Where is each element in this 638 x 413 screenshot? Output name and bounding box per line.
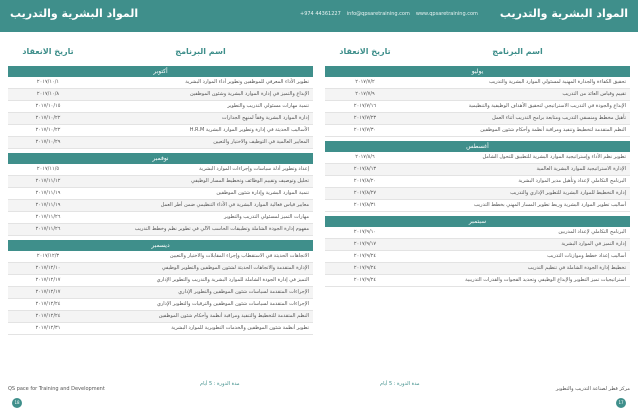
program-title: تحقيق الكفاءة والجدارة المهنية لمسئولي الموارد البشرية والتدريب [488, 79, 626, 85]
program-date: ٢٠١٧/١٢/١٧ [35, 289, 61, 295]
table-row [325, 113, 630, 125]
program-date: ٢٠١٧/١٢/٢٤ [35, 301, 61, 307]
program-title: استراتيجيات تميز التطوير والإبداع الوظيفي وتحديد الفجوات والقدرات التدريبية [465, 277, 626, 283]
page-number-right: 17 [616, 398, 626, 408]
program-date: ٢٠١٧/٩/١٠ [353, 229, 377, 235]
program-title: تقييم وقياس العائد من التدريب [562, 91, 626, 97]
program-date: ٢٠١٧/١٠/٢٢ [35, 115, 61, 121]
month-header: أغسطس [325, 141, 630, 152]
table-row [325, 176, 630, 188]
program-title: المعايير العالمية في التوظيف والاختيار والتعيين [213, 139, 309, 145]
program-date: ٢٠١٧/٨/١٣ [353, 166, 377, 172]
footer-left-text: QS pace for Training and Development [8, 386, 105, 392]
program-date: ٢٠١٧/١٠/١ [36, 79, 60, 85]
program-date: ٢٠١٧/٩/٢٤ [353, 277, 377, 283]
table-row [325, 125, 630, 137]
table-row [8, 323, 313, 335]
program-date: ٢٠١٧/٩/٢٤ [353, 253, 377, 259]
table-row [8, 113, 313, 125]
program-date: ٢٠١٧/٨/٢٠ [353, 178, 377, 184]
duration-right: مدة الدورة : 5 أيام [380, 381, 420, 387]
program-date: ٢٠١٧/٧/٩ [355, 91, 375, 97]
table-row [325, 251, 630, 263]
program-title: الإبداع والتميز في إدارة الموارد البشرية وشئون الموظفين [189, 91, 309, 97]
table-row [8, 77, 313, 89]
table-row [8, 275, 313, 287]
program-title: إدارة الموارد البشرية وفقاً لمنهج الجدارات [221, 115, 309, 121]
program-title: معايير قياس فعالية الموارد البشرية في الأداء التنظيمي ضمن أطر العمل [160, 202, 309, 208]
program-title: البرنامج التكاملي لإعداد وتأهيل مدير الموارد البشرية [518, 178, 626, 184]
table-row [8, 311, 313, 323]
footer-right-text: مركز قطر لصناعة التدريب والتطوير [555, 386, 630, 392]
column-program: اسم البرنامج [492, 47, 543, 56]
program-date: ٢٠١٧/١١/٥ [36, 166, 60, 172]
table-row [8, 224, 313, 236]
program-date: ٢٠١٧/١٢/٢٤ [35, 313, 61, 319]
table-row [325, 188, 630, 200]
table-row [8, 287, 313, 299]
program-title: النظم المتقدمة لتخطيط وتنفيذ ومراقبة أنظمة وأحكام شئون الموظفين [480, 127, 626, 133]
program-title: البرنامج التكاملي لإعداد المدربين [558, 229, 626, 235]
program-title: مفهوم إدارة الجودة الشاملة وتطبيقات الحاسب الآلي في تطوير نظم وخطط التدريب [134, 226, 309, 232]
duration-left: مدة الدورة : 5 أيام [200, 381, 240, 387]
program-date: ٢٠١٧/٨/٢٧ [353, 190, 377, 196]
month-header: يوليو [325, 66, 630, 77]
table-header [8, 42, 313, 62]
program-date: ٢٠١٧/١١/٢٦ [35, 214, 61, 220]
program-title: إدارة التخطيط للموارد البشرية للتطوير الإداري والتدريب [510, 190, 626, 196]
program-date: ٢٠١٧/١٠/٢٢ [35, 127, 61, 133]
table-row [8, 263, 313, 275]
program-title: النظم المتقدمة للتخطيط والتنفيذ ومراقبة أنظمة وأحكام شئون الموظفين [158, 313, 309, 319]
column-program: اسم البرنامج [175, 47, 226, 56]
program-title: الإدارة الاستراتيجية للموارد البشرية العالمية [536, 166, 626, 172]
table-row [325, 164, 630, 176]
table-row [325, 275, 630, 287]
column-date: تاريخ الانعقاد [22, 47, 74, 56]
program-date: ٢٠١٧/٧/٢ [355, 79, 375, 85]
program-date: ٢٠١٧/٧/٢٣ [353, 115, 377, 121]
program-date: ٢٠١٧/١٠/١٥ [35, 103, 61, 109]
program-date: ٢٠١٧/١٢/١٠ [35, 265, 61, 271]
contact-info [300, 11, 478, 17]
program-date: ٢٠١٧/١٠/٨ [36, 91, 60, 97]
table-row [8, 89, 313, 101]
table-row [8, 176, 313, 188]
program-date: ٢٠١٧/٧/١٦ [353, 103, 377, 109]
program-title: تحليل وتوصيف وتقييم الوظائف وتخطيط المسار الوظيفي [191, 178, 309, 184]
header-title-left: المواد البشرية والتدريب [10, 7, 139, 20]
email-text: info@qpsaretraining.com [346, 11, 410, 17]
month-header: أكتوبر [8, 66, 313, 77]
month-header: ديسمبر [8, 240, 313, 251]
program-title: تنمية مهارات مسئولي التدريب والتطوير [227, 103, 309, 109]
program-title: تطوير نظم الأداء وإستراتيجية الموارد البشرية للتطبيق للتحول الشامل [482, 154, 626, 160]
month-header: سبتمبر [325, 216, 630, 227]
column-date: تاريخ الانعقاد [339, 47, 391, 56]
month-header: نوفمبر [8, 153, 313, 164]
table-row [8, 200, 313, 212]
header-title-right: المواد البشرية والتدريب [499, 7, 628, 20]
page-number-left: 18 [12, 398, 22, 408]
program-title: تطوير الأداء المعرفي للموظفين وتطوير أداء الموارد البشرية [185, 79, 309, 85]
program-date: ٢٠١٧/١٢/٣١ [35, 325, 61, 331]
program-date: ٢٠١٧/١١/٢٦ [35, 226, 61, 232]
program-title: الأساليب الحديثة في إدارة وتطوير الموارد البشرية H.R.M [189, 127, 309, 133]
table-row [325, 101, 630, 113]
table-row [325, 200, 630, 212]
program-date: ٢٠١٧/٨/٦ [355, 154, 375, 160]
program-title: الإجراءات المتقدمة لسياسات شئون الموظفين والترقيات والتطوير الإداري [156, 301, 309, 307]
program-date: ٢٠١٧/٩/٢٤ [353, 265, 377, 271]
table-row [8, 125, 313, 137]
schedule-right [325, 66, 630, 287]
table-row [325, 227, 630, 239]
program-title: مهارات التميز لمسئولي التدريب والتطوير [223, 214, 309, 220]
table-row [325, 239, 630, 251]
table-row [8, 101, 313, 113]
table-row [8, 299, 313, 311]
program-date: ٢٠١٧/٩/١٧ [353, 241, 377, 247]
program-title: إدارة التميز في الموارد البشرية [561, 241, 626, 247]
program-date: ٢٠١٧/١٢/٣ [36, 253, 60, 259]
table-row [8, 188, 313, 200]
program-title: تخطيط إدارة الجودة الشاملة في تنظيم التدريب [527, 265, 626, 271]
program-title: إعداد وتطوير أدلة سياسات وإجراءات الموارد البشرية [199, 166, 309, 172]
program-date: ٢٠١٧/١١/١٢ [35, 178, 61, 184]
program-date: ٢٠١٧/١٢/١٧ [35, 277, 61, 283]
program-title: تطوير أنظمة شئون الموظفين والخدمات التطويرية للموارد البشرية [171, 325, 309, 331]
program-title: الإدارة المتقدمة والاتجاهات الحديثة لشئون الموظفين والتطوير الوظيفي [161, 265, 309, 271]
program-title: التميز في إدارة الجودة الشاملة للموارد البشرية والتدريب والتطوير الإداري [156, 277, 309, 283]
table-row [325, 263, 630, 275]
schedule-left [8, 66, 313, 335]
program-date: ٢٠١٧/١١/١٩ [35, 190, 61, 196]
table-header [325, 42, 630, 62]
program-title: الإجراءات المتقدمة لسياسات شئون الموظفين والتطوير الإداري [178, 289, 309, 295]
page-left [8, 42, 313, 372]
program-date: ٢٠١٧/١١/١٩ [35, 202, 61, 208]
program-date: ٢٠١٧/٧/٣٠ [353, 127, 377, 133]
program-title: الاتجاهات الحديثة في الاستقطاب وإجراء المقابلات والاختيار والتعيين [169, 253, 309, 259]
website-text: www.qpsaretraining.com [415, 11, 478, 17]
page-right [325, 42, 630, 372]
table-row [8, 164, 313, 176]
table-row [325, 89, 630, 101]
table-row [325, 152, 630, 164]
program-title: أساليب تطوير الموارد البشرية وربط تطوير المسار المهني بخطط التدريب [473, 202, 626, 208]
program-title: أساليب إعداد خطط وموازنات التدريب [547, 253, 626, 259]
table-row [8, 251, 313, 263]
table-row [325, 77, 630, 89]
table-row [8, 137, 313, 149]
program-title: الإبداع والجودة في التدريب الاستراتيجي لتحقيق الأهداف الوظيفية والتنظيمية [468, 103, 626, 109]
program-date: ٢٠١٧/٨/٣١ [353, 202, 377, 208]
program-title: تنمية الموارد البشرية وإدارة شئون الموظفين [216, 190, 309, 196]
footer [0, 376, 638, 413]
top-bar [0, 0, 638, 32]
program-date: ٢٠١٧/١٠/٢٩ [35, 139, 61, 145]
program-title: تأهيل مخطط ومنسقي التدريب ومتابعة برامج التدريب أثناء العمل [492, 115, 626, 121]
phone-text: +974 44361227 [300, 11, 341, 17]
table-row [8, 212, 313, 224]
